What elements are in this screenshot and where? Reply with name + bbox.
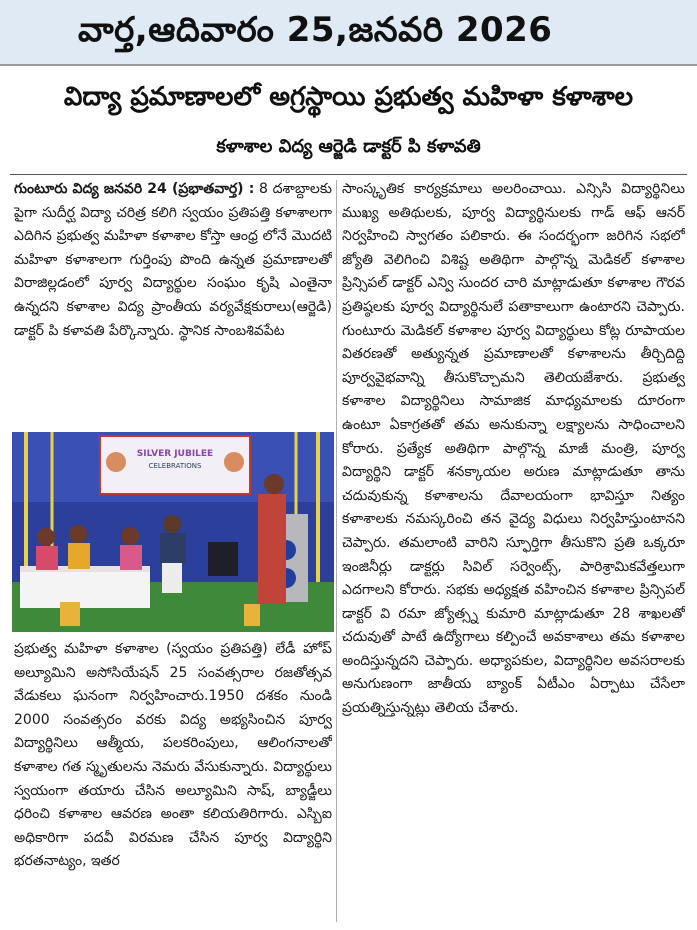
headline-divider [10,174,687,175]
banner-subtitle: CELEBRATIONS [148,462,202,470]
article-text-right: సాంస్కృతిక కార్యక్రమాలు అలరించాయి. ఎన్సిసి విద్యార్థినిలు ముఖ్య అతిథులకు, పూర్వ విద్యార్థినులకు గాడ్ ఆఫ్ ఆనర్ నిర్వహించి స్వాగతం పలికారు. ఈ సందర్భంగా జరిగిన సభలో జ్యోతి వెలిగించి విశిష్ట అతిథిగా పాల్గొన్న మెడికల్ కళాశాల ప్రిన్సిపల్ డాక్టర్ ఎన్వి సుందర చారి మాట్లాడుతూ కళాశాల గౌరవ ప్రతిష్ఠలకు పూర్వ విద్యార్థినులే పతాకాలుగా ఉంటారని చెప్పారు. గుంటూరు మెడికల్ కళాశాల పూర్వ విద్యార్థులు కోట్ల రూపాయల వితరణతో అత్యున్నత ప్రమాణాలతో కళాశాలను తీర్చిదిద్ది పూర్వవైభవాన్ని తీసుకొచ్చామని తెలియజేశారు. ప్రభుత్వ కళాశాల విద్యార్థినిలు సామాజిక మాధ్యమాలకు దూరంగా ఉంటూ ఏకాగ్రతతో తమ అనుకున్నా లక్ష్యాలను సాధించాలని కోరారు. ప్రత్యేక అతిథిగా పాల్గొన్న మాజీ మంత్రి, పూర్వ విద్యార్థిని డాక్టర్ శనక్కాయల అరుణ మాట్లాడుతూ తాను చదువుకున్న కళాశాలను దేవాలయంగా భావిస్తూ నిత్యం కళాశాలకు నమస్కరించి తన వైద్య విధులు నిర్వహిస్తుంటానని చెప్పారు. తమలాంటి వారిని స్ఫూర్తిగా తీసుకొని ప్రతి ఒక్కరూ ఇంజినీర్లు డాక్టర్లు సివిల్ సర్వెంట్స్, పారిశ్రామికవేత్తలుగా ఎదగాలని కోరారు. సభకు అధ్యక్షత వహించిన కళాశాల ప్రిన్సిపల్ డాక్టర్ వి రమా జ్యోత్స్న కుమారి మాట్లాడుతూ 28 శాఖలతో చదువుతో పాటే ఉద్యోగాలు కల్పించే అవకాశాలు తమ కళాశాల అందిస్తున్నదని చెప్పారు. అధ్యాపకుల, విద్యార్థినిల అవసరాలకు అనుగుణంగా జాతీయ బ్యాంక్ ఏటీఎం ఏర్పాటు చేసేలా ప్రయత్నిస్తున్నట్లు తెలియ చేశారు. [342,181,685,717]
masthead-date: వార్త,ఆదివారం 25,జనవరి 2026 [78,10,553,50]
event-photo-illustration [12,432,334,632]
article-text-left-top: 8 దశాబ్దాలకు పైగా సుదీర్ఘ విద్యా చరిత్ర కలిగి స్వయం ప్రతిపత్తి కళాశాలగా ఎదిగిన ప్రభుత్వ మహిళా కళాశాల కోస్తా ఆంధ్ర లోనే మొదటి మహిళా కళాశాలగా గుర్తింపు పొంది ఉన్నత ప్రమాణాలతో విరాజిల్లడంలో పూర్వ విద్యార్థుల సంఘం కృషి ఎంతైనా ఉన్నదని కళాశాల విద్య ప్రాంతీయ వర్యవేక్షకురాలు(ఆర్జెడి) డాక్టర్ పి కళావతి పేర్కొన్నారు. స్థానిక సాంబశివపేట [14,181,332,339]
article-column-left-top [14,178,332,428]
article-column-left-bottom [14,638,332,922]
article-text-left-bottom: ప్రభుత్వ మహిళా కళాశాల (స్వయం ప్రతిపత్తి) లేడీ హోప్ అల్యూమిని అసోసియేషన్ 25 సంవత్సరాల రజతోత్సవ వేడుకలు ఘనంగా నిర్వహించారు.1950 దశకం నుండి 2000 సంవత్సరం వరకు విద్య అభ్యసించిన పూర్వ విద్యార్థినిలు ఆత్మీయ, పలకరింపులు, ఆలింగనాలతో కళాశాల గత స్మృతులను నెమరు వేసుకున్నారు. విద్యార్థులు స్వయంగా తయారు చేసిన అల్యూమిని సాష్, బ్యాడ్జీలు ధరించి కళాశాల ఆవరణ అంతా కలియతిరిగారు. ఎస్బిఐ అధికారిగా పదవీ విరమణ చేసిన పూర్వ విద్యార్థిని భరతనాట్యం, ఇతర [14,641,332,870]
column-divider [336,180,337,922]
article-headline: విద్యా ప్రమాణాలలో అగ్రస్థాయి ప్రభుత్వ మహిళా కళాశాల [63,82,634,112]
article-dateline: గుంటూరు విద్య జనవరి 24 (ప్రభాతవార్త) : [14,181,255,197]
masthead-band [0,0,697,66]
article-subheadline: కళాశాల విద్య ఆర్జెడి డాక్టర్ పి కళావతి [216,136,481,157]
banner-title: SILVER JUBILEE [136,449,214,459]
article-column-right [342,178,685,922]
event-photo [12,432,334,632]
